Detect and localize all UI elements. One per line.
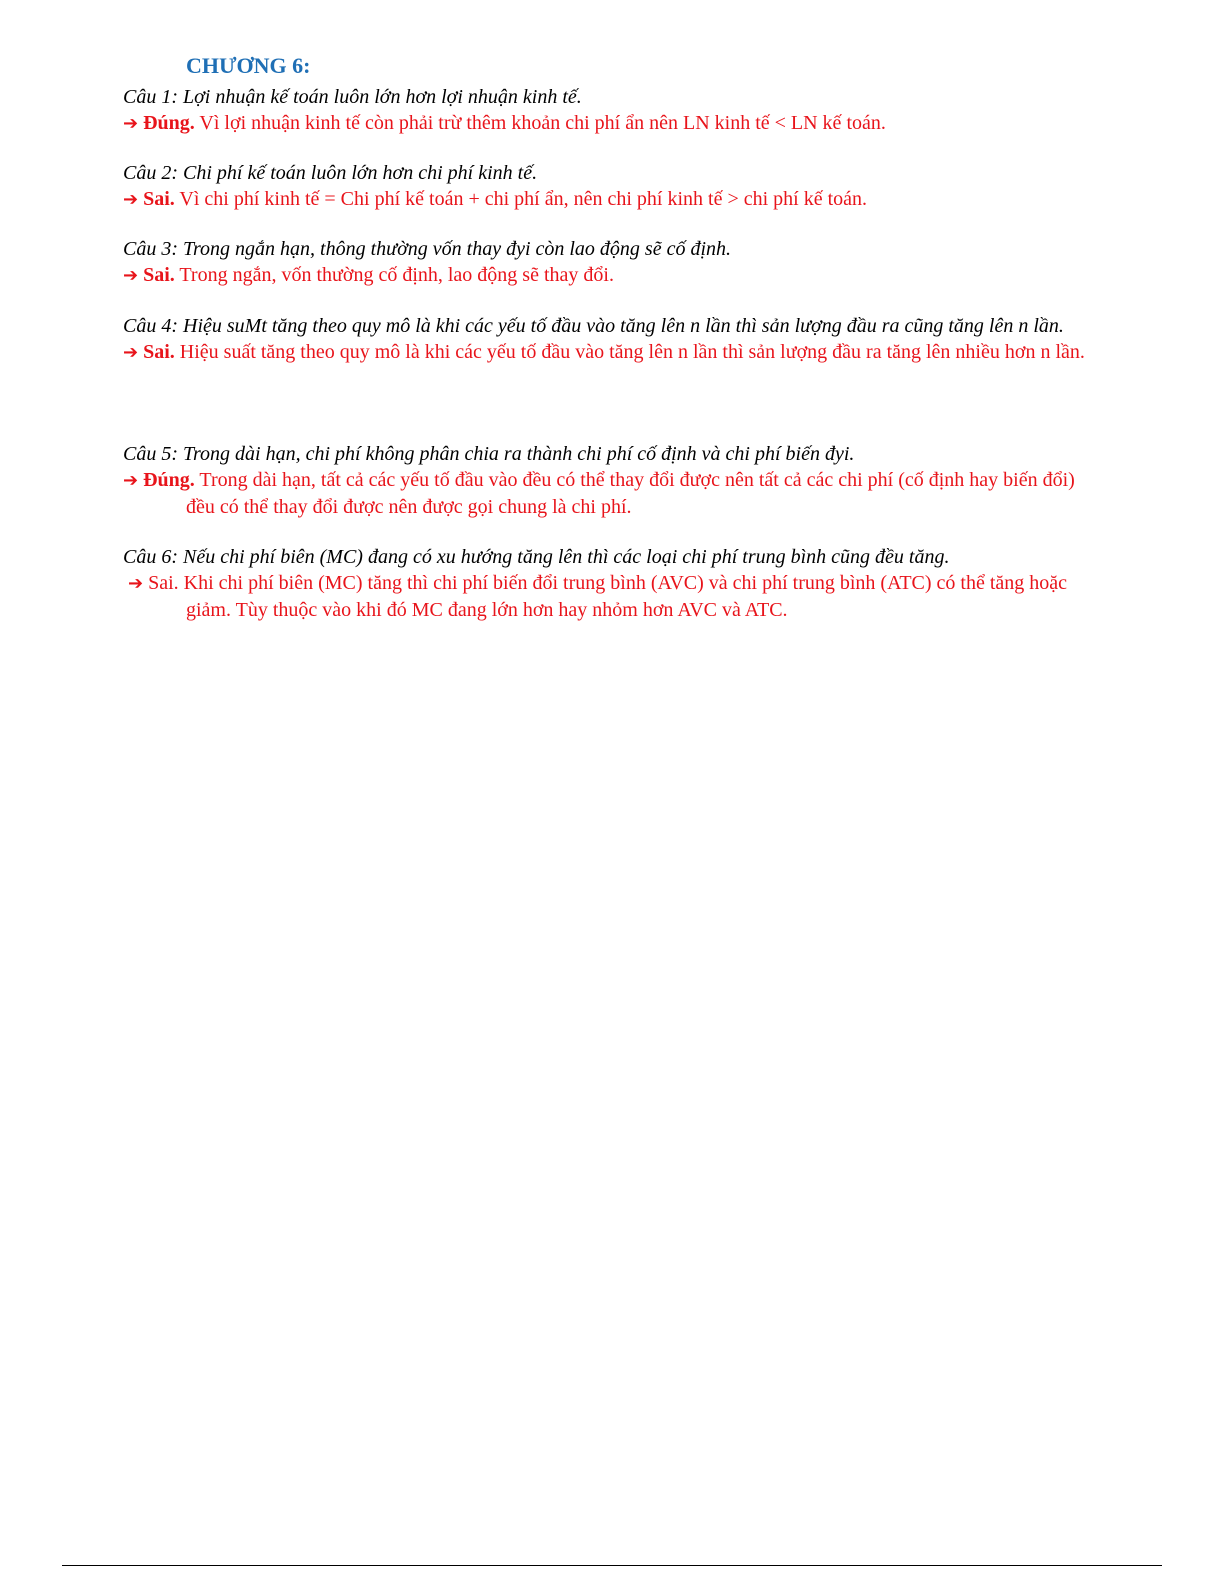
arrow-icon: ➔ (123, 113, 139, 134)
arrow-icon: ➔ (128, 573, 144, 594)
qa-item-4 (123, 313, 1093, 366)
question-text: Câu 3: Trong ngắn hạn, thông thường vốn thay đyi còn lao động sẽ cố định. (123, 238, 732, 260)
answer-text (123, 186, 1093, 213)
qa-item-6 (123, 544, 1093, 623)
footer-divider (62, 1565, 1162, 1566)
answer-text (123, 570, 1093, 623)
answer-text (123, 110, 1093, 137)
qa-item-1 (123, 84, 1093, 137)
answer-verdict: Đúng. (143, 469, 195, 491)
chapter-title: CHƯƠNG 6: (186, 53, 311, 78)
answer-verdict: Sai. (143, 188, 175, 210)
answer-text (123, 467, 1093, 520)
answer-verdict: Sai. (143, 341, 175, 363)
question-text: Câu 2: Chi phí kế toán luôn lớn hơn chi phí kinh tế. (123, 162, 538, 184)
question-text: Câu 4: Hiệu suMt tăng theo quy mô là khi các yếu tố đầu vào tăng lên n lần thì sản lượng đầu ra cũng tăng lên n lần. (123, 315, 1064, 337)
answer-explanation: Trong dài hạn, tất cả các yếu tố đầu vào đều có thể thay đổi được nên tất cả các chi phí (cố định hay biến đổi) đều có thể thay đổi được nên được gọi chung là chi phí. (186, 469, 1075, 518)
answer-text (123, 262, 1093, 289)
answer-text (123, 339, 1093, 366)
answer-explanation: Vì lợi nhuận kinh tế còn phải trừ thêm khoản chi phí ẩn nên LN kinh tế < LN kế toán. (194, 112, 886, 134)
qa-item-5 (123, 441, 1093, 520)
arrow-icon: ➔ (123, 470, 139, 491)
qa-item-2 (123, 160, 1093, 213)
arrow-icon: ➔ (123, 189, 139, 210)
question-text: Câu 6: Nếu chi phí biên (MC) đang có xu hướng tăng lên thì các loại chi phí trung bình cũng đều tăng. (123, 546, 950, 568)
answer-explanation: Trong ngắn, vốn thường cố định, lao động sẽ thay đổi. (174, 264, 614, 286)
qa-item-3 (123, 236, 1093, 289)
answer-verdict: Đúng. (143, 112, 195, 134)
answer-explanation: Khi chi phí biên (MC) tăng thì chi phí biến đổi trung bình (AVC) và chi phí trung bình (ATC) có thể tăng hoặc giảm. Tùy thuộc vào khi đó MC đang lớn hơn hay nhỏm hơn AVC và ATC. (178, 572, 1068, 621)
question-text: Câu 5: Trong dài hạn, chi phí không phân chia ra thành chi phí cố định và chi phí biến đyi. (123, 443, 855, 465)
answer-verdict: Sai. (143, 264, 175, 286)
arrow-icon: ➔ (123, 265, 139, 286)
answer-explanation: Hiệu suất tăng theo quy mô là khi các yếu tố đầu vào tăng lên n lần thì sản lượng đầu ra tăng lên nhiều hơn n lần. (174, 341, 1085, 363)
arrow-icon: ➔ (123, 342, 139, 363)
answer-verdict: Sai. (148, 572, 179, 594)
answer-explanation: Vì chi phí kinh tế = Chi phí kế toán + chi phí ẩn, nên chi phí kinh tế > chi phí kế toán. (174, 188, 868, 210)
question-text: Câu 1: Lợi nhuận kế toán luôn lớn hơn lợi nhuận kinh tế. (123, 86, 582, 108)
